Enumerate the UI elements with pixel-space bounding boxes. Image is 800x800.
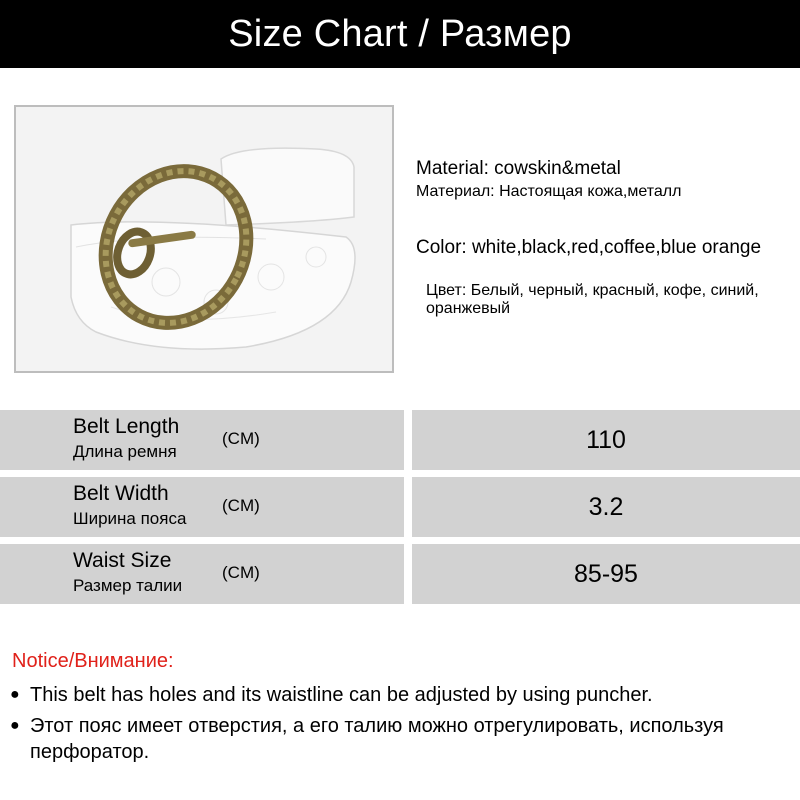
notice-text: This belt has holes and its waistline can be adjusted by using puncher. <box>30 684 653 706</box>
row-label-cell <box>0 410 404 470</box>
row-label-ru: Размер талии <box>73 576 183 595</box>
row-label-en: Belt Width <box>73 482 169 505</box>
size-row-belt-width <box>0 477 800 537</box>
row-value: 85-95 <box>412 544 800 604</box>
color-ru: Цвет: Белый, черный, красный, кофе, синий, оранжевый <box>426 282 759 317</box>
belt-image <box>16 107 392 371</box>
bullet-icon: ● <box>10 717 20 734</box>
bullet-icon: ● <box>10 686 20 703</box>
size-row-belt-length <box>0 410 800 470</box>
row-value: 110 <box>412 410 800 470</box>
row-label-en: Belt Length <box>73 415 180 438</box>
row-unit: (CM) <box>222 429 260 448</box>
color-en: Color: white,black,red,coffee,blue orange <box>416 237 762 258</box>
row-value: 3.2 <box>412 477 800 537</box>
page-title-bar <box>0 0 800 68</box>
row-label-ru: Длина ремня <box>73 442 177 461</box>
product-photo <box>14 105 394 373</box>
notice-text: Этот пояс имеет отверстия, а его талию можно отрегулировать, используя перфоратор. <box>30 715 724 763</box>
row-label-en: Waist Size <box>73 549 172 572</box>
material-en: Material: cowskin&metal <box>416 158 621 179</box>
notice-title: Notice/Внимание: <box>12 650 174 672</box>
row-unit: (CM) <box>222 496 260 515</box>
row-label-ru: Ширина пояса <box>73 509 187 528</box>
size-row-waist-size <box>0 544 800 604</box>
row-label-cell <box>0 544 404 604</box>
row-unit: (CM) <box>222 563 260 582</box>
material-ru: Материал: Настоящая кожа,металл <box>416 183 682 200</box>
row-label-cell <box>0 477 404 537</box>
page-title: Size Chart / Размер <box>228 12 572 55</box>
